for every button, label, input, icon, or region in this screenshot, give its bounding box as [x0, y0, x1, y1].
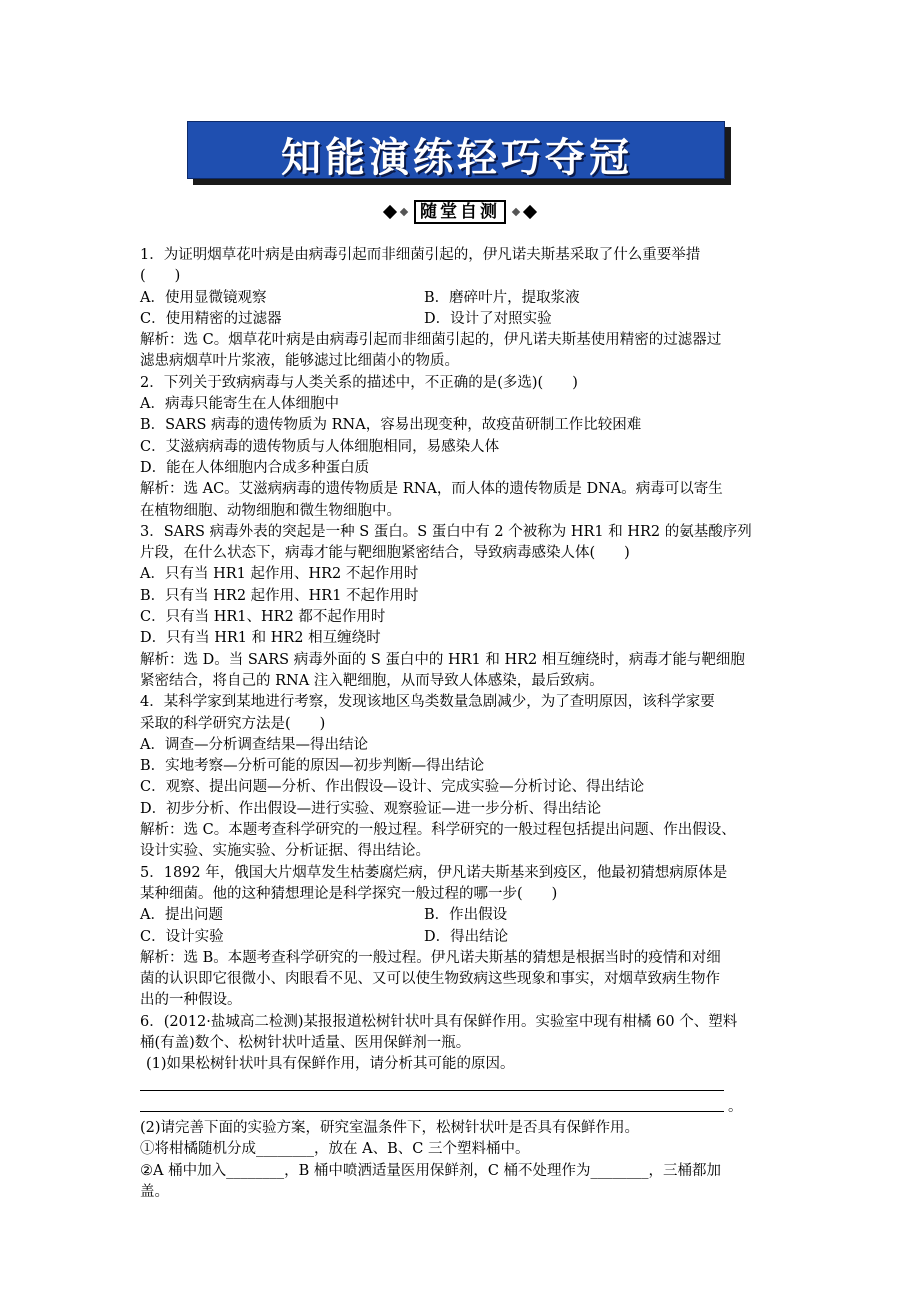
analysis: 菌的认识即它很微小、肉眼看不见、又可以使生物致病这些现象和事实，对烟草致病生物作 [140, 971, 720, 988]
question-2 [140, 373, 785, 522]
analysis: 解析：选 AC。艾滋病病毒的遗传物质是 RNA，而人体的遗传物质是 DNA。病毒可以寄生 [140, 481, 723, 498]
analysis: 滤患病烟草叶片浆液，能够滤过比细菌小的物质。 [140, 353, 459, 370]
analysis: 出的一种假设。 [140, 992, 242, 1009]
option-row [140, 905, 785, 926]
question-list [140, 245, 785, 1203]
option-d: D．设计了对照实验 [424, 310, 552, 327]
question-stem: 3．SARS 病毒外表的突起是一种 S 蛋白。S 蛋白中有 2 个被称为 HR1 和 HR2 的氨基酸序列 [140, 523, 752, 540]
section-subtitle [360, 200, 560, 224]
analysis: 解析：选 C。烟草花叶病是由病毒引起而非细菌引起的，伊凡诺夫斯基使用精密的过滤器过 [140, 332, 722, 349]
analysis: 紧密结合，将自己的 RNA 注入靶细胞，从而导致人体感染，最后致病。 [140, 672, 604, 689]
answer-line[interactable] [140, 1076, 785, 1097]
option-row [140, 309, 785, 330]
question-6 [140, 1012, 785, 1204]
option-a: A．使用显微镜观察 [140, 289, 267, 306]
option-b: B．作出假设 [424, 907, 508, 924]
sub-question-2: (2)请完善下面的实验方案，研究室温条件下，松树针状叶是否具有保鲜作用。 [140, 1120, 640, 1137]
question-5 [140, 863, 785, 1012]
option-c: C．只有当 HR1、HR2 都不起作用时 [140, 609, 386, 626]
option-a: A．病毒只能寄生在人体细胞中 [140, 396, 339, 413]
step-1: ①将柑橘随机分成________，放在 A、B、C 三个塑料桶中。 [140, 1141, 530, 1158]
diamond-small-icon [400, 208, 408, 216]
option-row [140, 927, 785, 948]
option-c: C．设计实验 [140, 928, 224, 945]
analysis: 解析：选 C。本题考查科学研究的一般过程。科学研究的一般过程包括提出问题、作出假设、 [140, 822, 736, 839]
diamond-icon [383, 205, 397, 219]
option-row [140, 288, 785, 309]
option-b: B．只有当 HR2 起作用、HR1 不起作用时 [140, 587, 419, 604]
step-2-cont: 盖。 [140, 1184, 169, 1201]
analysis: 设计实验、实施实验、分析证据、得出结论。 [140, 843, 430, 860]
answer-rule [140, 1111, 724, 1112]
sub-question-1: (1)如果松树针状叶具有保鲜作用，请分析其可能的原因。 [146, 1056, 515, 1073]
question-stem: 桶(有盖)数个、松树针状叶适量、医用保鲜剂一瓶。 [140, 1034, 471, 1051]
banner-box [187, 121, 725, 179]
option-a: A．提出问题 [140, 907, 223, 924]
option-d: D．只有当 HR1 和 HR2 相互缠绕时 [140, 630, 381, 647]
answer-rule [140, 1090, 724, 1091]
question-stem: 采取的科学研究方法是( ) [140, 715, 326, 732]
option-d: D．初步分析、作出假设—进行实验、观察验证—进一步分析、得出结论 [140, 800, 602, 817]
option-d: D．得出结论 [424, 928, 509, 945]
option-c: C．使用精密的过滤器 [140, 310, 282, 327]
question-stem: 1．为证明烟草花叶病是由病毒引起而非细菌引起的，伊凡诺夫斯基采取了什么重要举措 [140, 247, 701, 263]
option-c: C．观察、提出问题—分析、作出假设—设计、完成实验—分析讨论、得出结论 [140, 779, 645, 796]
step-2: ②A 桶中加入________，B 桶中喷洒适量医用保鲜剂，C 桶不处理作为________，三桶都加 [140, 1162, 722, 1179]
question-stem: 某种细菌。他的这种猜想理论是科学探究一般过程的哪一步( ) [140, 885, 558, 902]
title-banner [187, 121, 731, 185]
question-stem: 6．(2012·盐城高二检测)某报报道松树针状叶具有保鲜作用。实验室中现有柑橘 60 个、塑料 [140, 1013, 738, 1030]
analysis: 在植物细胞、动物细胞和微生物细胞中。 [140, 502, 401, 519]
option-d: D．能在人体细胞内合成多种蛋白质 [140, 459, 370, 476]
diamond-icon [523, 205, 537, 219]
question-stem: ( ) [140, 268, 181, 285]
question-stem: 2．下列关于致病病毒与人类关系的描述中，不正确的是(多选)( ) [140, 374, 578, 391]
question-1 [140, 245, 785, 373]
analysis: 解析：选 D。当 SARS 病毒外面的 S 蛋白中的 HR1 和 HR2 相互缠绕时，病毒才能与靶细胞 [140, 651, 745, 668]
subtitle-label: 随堂自测 [414, 200, 506, 224]
option-a: A．只有当 HR1 起作用、HR2 不起作用时 [140, 566, 419, 583]
question-stem: 4．某科学家到某地进行考察，发现该地区鸟类数量急剧减少，为了查明原因，该科学家要 [140, 694, 715, 711]
answer-line[interactable] [140, 1097, 785, 1118]
question-stem: 5．1892 年，俄国大片烟草发生枯萎腐烂病，伊凡诺夫斯基来到疫区，他最初猜想病原体是 [140, 864, 728, 881]
option-b: B．实地考察—分析可能的原因—初步判断—得出结论 [140, 758, 485, 775]
question-4 [140, 692, 785, 862]
option-c: C．艾滋病病毒的遗传物质与人体细胞相同，易感染人体 [140, 438, 500, 455]
option-b: B．SARS 病毒的遗传物质为 RNA，容易出现变种，故疫苗研制工作比较困难 [140, 417, 642, 434]
answer-end-mark: 。 [728, 1098, 743, 1115]
option-a: A．调查—分析调查结果—得出结论 [140, 736, 368, 753]
analysis: 解析：选 B。本题考查科学研究的一般过程。伊凡诺夫斯基的猜想是根据当时的疫情和对细 [140, 949, 721, 966]
diamond-small-icon [512, 208, 520, 216]
option-b: B．磨碎叶片，提取浆液 [424, 289, 580, 306]
page-title: 知能演练轻巧夺冠 [281, 134, 633, 181]
question-3 [140, 522, 785, 692]
question-stem: 片段，在什么状态下，病毒才能与靶细胞紧密结合，导致病毒感染人体( ) [140, 545, 630, 562]
